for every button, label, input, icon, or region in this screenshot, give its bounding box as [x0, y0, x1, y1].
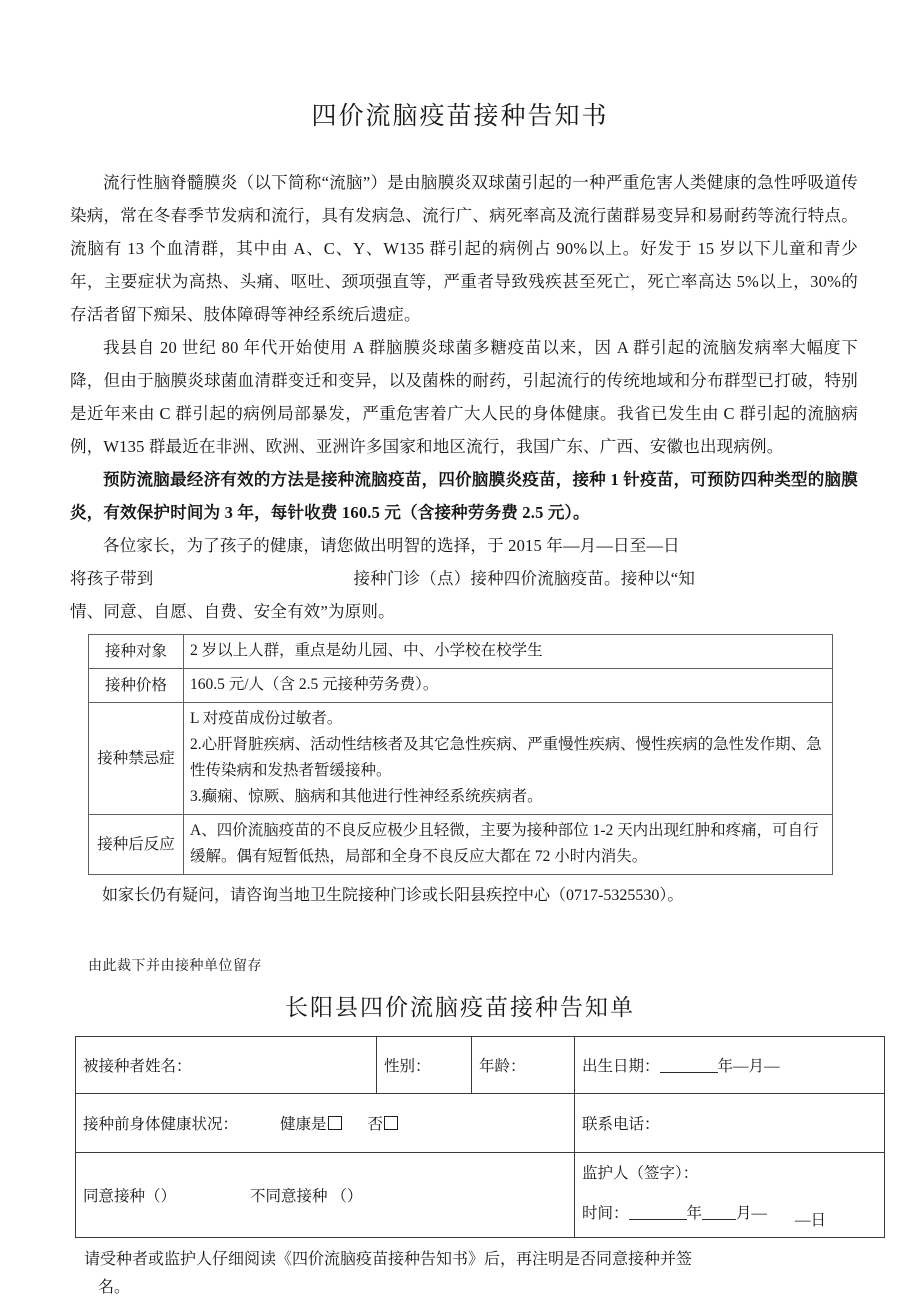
info-value-line: L 对疫苗成份过敏者。 [190, 710, 343, 727]
consent-disagree-option[interactable]: 不同意接种 （） [250, 1188, 363, 1205]
time-month-blank[interactable] [702, 1205, 736, 1220]
page-title: 四价流脑疫苗接种告知书 [311, 103, 609, 130]
time-year-unit: 年 [686, 1204, 703, 1222]
time-label: 时间： [582, 1204, 629, 1222]
health-no-label: 否 [367, 1116, 384, 1133]
stub-footer-line-1: 请受种者或监护人仔细阅读《四价流脑疫苗接种告知书》后，再注明是否同意接种并签 [84, 1251, 693, 1268]
consent-form-table [75, 1036, 885, 1238]
field-label: 联系电话： [582, 1116, 660, 1133]
info-value-line: 2 岁以上人群，重点是幼儿园、中、小学校在校学生 [190, 642, 543, 659]
info-label-price: 接种价格 [89, 669, 184, 703]
health-yes-label: 健康是 [280, 1116, 327, 1133]
notice-line-1: 各位家长，为了孩子的健康，请您做出明智的选择，于 2015 年—月—日至—日 [103, 536, 680, 555]
time-year-blank[interactable] [629, 1205, 687, 1220]
guardian-signature-label: 监护人（签字）： [582, 1164, 699, 1182]
field-label: 接种前身体健康状况： [83, 1116, 239, 1133]
info-value-target [184, 635, 833, 669]
info-label-contraindications: 接种禁忌症 [89, 703, 184, 815]
notice-line-2 [70, 562, 858, 595]
time-day-unit: —日 [795, 1211, 827, 1229]
info-value-line: 160.5 元/人（含 2.5 元接种劳务费）。 [190, 676, 439, 693]
info-label-target: 接种对象 [89, 635, 184, 669]
table-row [89, 703, 833, 815]
field-label: 性别： [384, 1058, 431, 1075]
time-month-unit: 月— [736, 1204, 768, 1222]
field-health-status[interactable] [76, 1094, 575, 1153]
body-text-block [0, 166, 920, 628]
field-age[interactable] [472, 1037, 575, 1094]
paragraph-2: 我县自 20 世纪 80 年代开始使用 A 群脑膜炎球菌多糖疫苗以来，因 A 群引起的流脑发病率大幅度下降，但由于脑膜炎球菌血清群变迁和变异，以及菌株的耐药，引起流行的传统地域和分布群型已打破，特别是近年来由 C 群引起的病例局部暴发，严重危害着广大人民的身体健康。我省已发生由 C 群引起的流脑病例，W135 群最近在非洲、欧洲、亚洲许多国家和地区流行，我国广东、广西、安徽也出现病例。 [70, 338, 858, 456]
field-consent-choice[interactable] [76, 1153, 575, 1238]
birth-date-blank[interactable] [660, 1058, 718, 1073]
table-row [76, 1153, 885, 1238]
paragraph-3: 预防流脑最经济有效的方法是接种流脑疫苗，四价脑膜炎疫苗，接种 1 针疫苗，可预防四种类型的脑膜炎，有效保护时间为 3 年，每针收费 160.5 元（含接种劳务费 2.5 元）。 [70, 470, 858, 522]
health-no-checkbox[interactable] [384, 1116, 398, 1130]
table-row [89, 815, 833, 875]
table-row [76, 1094, 885, 1153]
table-row [89, 669, 833, 703]
table-row [89, 635, 833, 669]
birth-date-units: 年—月— [717, 1058, 780, 1075]
info-value-reactions [184, 815, 833, 875]
notice-line-3: 情、同意、自愿、自费、安全有效”为原则。 [70, 602, 395, 621]
consent-agree-option[interactable]: 同意接种（） [83, 1188, 177, 1205]
notice-line-2-prefix: 将孩子带到 [70, 569, 154, 588]
notice-line-2-suffix: 接种门诊（点）接种四价流脑疫苗。接种以“知 [353, 569, 696, 588]
stub-title: 长阳县四价流脑疫苗接种告知单 [285, 995, 635, 1020]
field-phone[interactable] [575, 1094, 885, 1153]
field-guardian-block[interactable] [575, 1153, 885, 1238]
info-value-line: 2.心肝肾脏疾病、活动性结核者及其它急性疾病、严重慢性疾病、慢性疾病的急性发作期、急性传染病和发热者暂缓接种。 [190, 736, 822, 779]
paragraph-1: 流行性脑脊髓膜炎（以下简称“流脑”）是由脑膜炎双球菌引起的一种严重危害人类健康的急性呼吸道传染病，常在冬春季节发病和流行，具有发病急、流行广、病死率高及流行菌群易变异和易耐药等流行特点。流脑有 13 个血清群，其中由 A、C、Y、W135 群引起的病例占 90%以上。好发于 15 岁以下儿童和青少年，主要症状为高热、头痛、呕吐、颈项强直等，严重者导致残疾甚至死亡，死亡率高达 5%以上，30%的存活者留下痴呆、肢体障碍等神经系统后遗症。 [70, 173, 858, 324]
info-label-reactions: 接种后反应 [89, 815, 184, 875]
guardian-time-row [582, 1201, 879, 1230]
field-birth-date[interactable] [575, 1037, 885, 1094]
field-sex[interactable] [377, 1037, 472, 1094]
table-row [76, 1037, 885, 1094]
field-label: 出生日期： [582, 1058, 660, 1075]
info-value-line: 3.癫痫、惊厥、脑病和其他进行性神经系统疾病者。 [190, 788, 543, 805]
field-label: 被接种者姓名： [83, 1058, 192, 1075]
vaccine-info-table [88, 634, 833, 875]
info-value-price [184, 669, 833, 703]
health-yes-checkbox[interactable] [328, 1116, 342, 1130]
field-recipient-name[interactable] [76, 1037, 377, 1094]
info-value-contraindications [184, 703, 833, 815]
contact-note: 如家长仍有疑问，请咨询当地卫生院接种门诊或长阳县疾控中心（0717-5325530）。 [102, 887, 684, 904]
info-value-line: A、四价流脑疫苗的不良反应极少且轻微，主要为接种部位 1-2 天内出现红肿和疼痛，可自行缓解。偶有短暂低热，局部和全身不良反应大都在 72 小时内消失。 [190, 822, 819, 865]
cut-here-notice: 由此裁下并由接种单位留存 [88, 959, 262, 974]
stub-footer-note [0, 1238, 920, 1302]
field-label: 年龄： [479, 1058, 526, 1075]
stub-footer-line-2: 名。 [98, 1279, 131, 1296]
